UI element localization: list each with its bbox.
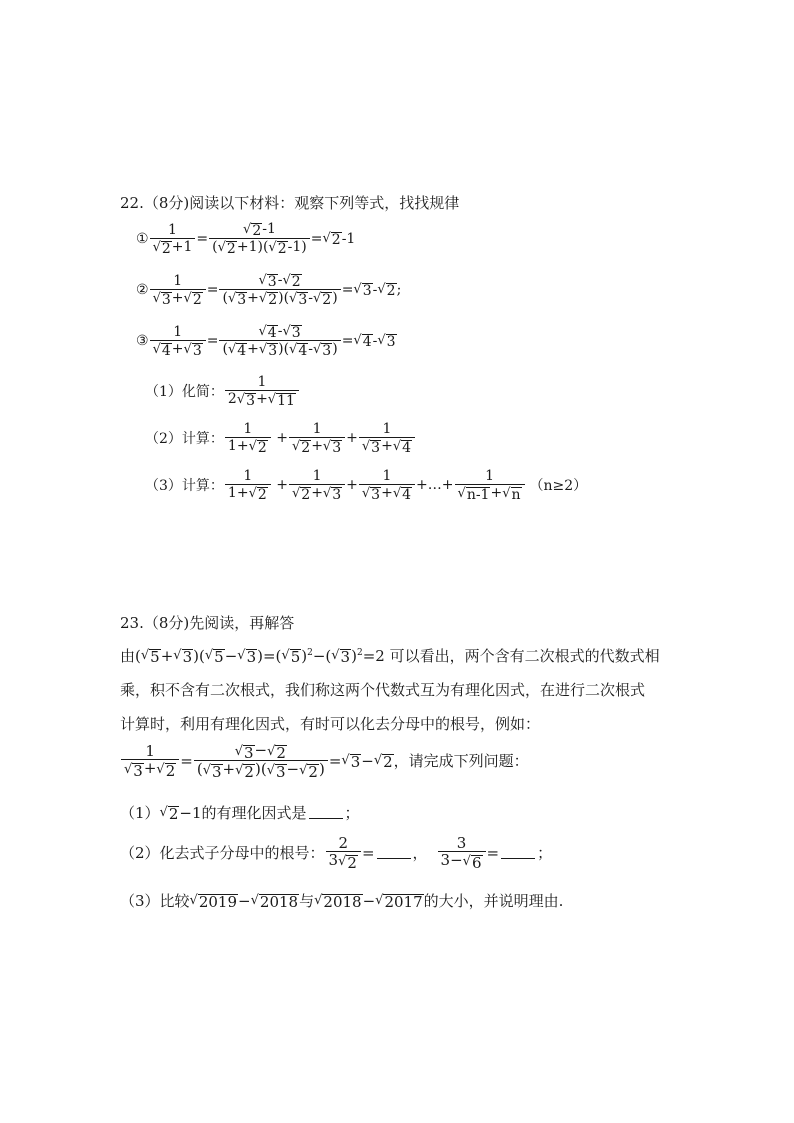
part-label: （3）计算： (145, 478, 224, 494)
part-label: （2）计算： (145, 431, 224, 447)
q23-part-3: （3）比较 √ 2019 − √ 2018 与 √ 2018 − √ 2017 的大小，并说明理由. (120, 891, 564, 911)
semicolon: ； (537, 844, 553, 862)
q22-equation-2: ② 1 √ 3 + √ 2 = √ 3 - √ 2 ( √ 3 + √ 2 )( √ 3 - √ 2 ) = √ 3 - √ 2 ; (136, 272, 402, 308)
circled-number: ③ (136, 332, 149, 349)
q22-part-2: （2）计算： 1 1+ √ 2 + 1 √ 2 + √ 3 + 1 √ 3 + √ 4 (145, 421, 416, 455)
q22-header: 22.（8分)阅读以下材料：观察下列等式，找找规律 (120, 194, 460, 212)
q23-line-2: 乘，积不含有二次根式，我们称这两个代数式互为有理化因式，在进行二次根式 (120, 681, 646, 699)
q22-part-1: （1）化简： 1 2 √ 3 + √ 11 (145, 374, 300, 408)
q22-part-3: （3）计算： 1 1+ √ 2 + 1 √ 2 + √ 3 + 1 √ 3 + √ 4 +…+ 1 √ n-1 + √ n （n≥2） (145, 468, 588, 503)
q22-equation-3: ③ 1 √ 4 + √ 3 = √ 4 - √ 3 ( √ 4 + √ 3 )( √ 4 - √ 3 ) = √ 4 - √ 3 (136, 323, 396, 359)
q22-equation-1: ① 1 √ 2 +1 = √ 2 -1 ( √ 2 +1)( √ 2 -1) = √ 2 -1 (136, 221, 356, 257)
q23-header: 23.（8分)先阅读，再解答 (120, 614, 295, 632)
and-word: 与 (299, 892, 315, 910)
answer-blank[interactable] (309, 806, 343, 819)
answer-blank[interactable] (377, 846, 411, 859)
part-3-text: 的大小，并说明理由. (423, 892, 564, 910)
part-3-label: （3）比较 (120, 892, 190, 910)
line-1-text: =2 可以看出，两个含有二次根式的代数式相 (362, 647, 660, 665)
example-text: ，请完成下列问题： (393, 752, 529, 770)
q23-part-2: （2）化去式子分母中的根号： 2 3 √ 2 = ， 3 3− √ 6 = ； (120, 834, 553, 872)
q23-part-1: （1） √ 2 −1 的有理化因式是 ； (120, 803, 360, 823)
q23-line-1: 由( √ 5 + √ 3 )( √ 5 − √ 3 )=( √ 5 )$^2$−( √ 3 )$^2$ =2 可以看出，两个含有二次根式的代数式相 (120, 646, 660, 666)
semicolon: ； (344, 804, 360, 822)
part-1-text: 的有理化因式是 (201, 804, 307, 822)
q23-example: 1 √ 3 + √ 2 = √ 3 − √ 2 ( √ 3 + √ 2 )( √ 3 − √ 2 ) = √ 3 − √ 2 ，请完成下列问题： (120, 742, 529, 779)
answer-blank[interactable] (501, 846, 535, 859)
comma: ， (412, 844, 428, 862)
q23-line-3: 计算时，利用有理化因式，有时可以化去分母中的根号，例如： (120, 715, 541, 733)
part-2-label: （2）化去式子分母中的根号： (120, 844, 325, 862)
circled-number: ② (136, 281, 149, 298)
condition: （n≥2） (529, 478, 588, 494)
circled-number: ① (136, 230, 149, 247)
part-label: （1）化简： (145, 384, 224, 400)
